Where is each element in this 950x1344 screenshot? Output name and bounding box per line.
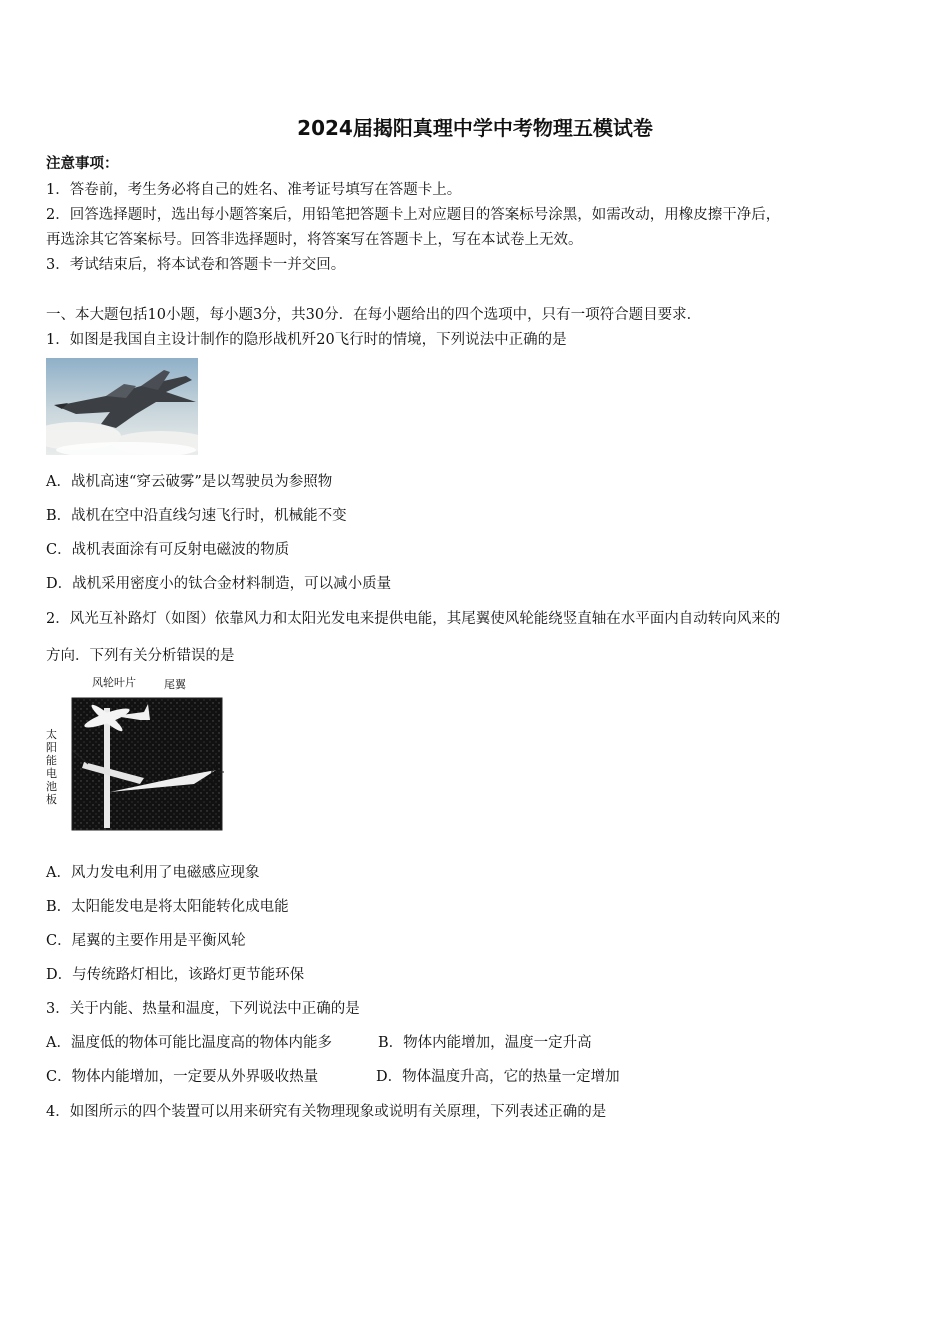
q2-option-c: C．尾翼的主要作用是平衡风轮 bbox=[46, 933, 246, 949]
q1-option-a: A．战机高速“穿云破雾”是以驾驶员为参照物 bbox=[46, 474, 333, 490]
q1-option-c: C．战机表面涂有可反射电磁波的物质 bbox=[46, 542, 290, 558]
q2-stem-cont: 方向．下列有关分析错误的是 bbox=[46, 648, 235, 664]
q1-stem: 1．如图是我国自主设计制作的隐形战机歼20飞行时的情境，下列说法中正确的是 bbox=[46, 332, 567, 348]
notice-heading: 注意事项： bbox=[46, 155, 119, 172]
q1-option-d: D．战机采用密度小的钛合金材料制造，可以减小质量 bbox=[46, 576, 392, 592]
q3-option-d: D．物体温度升高，它的热量一定增加 bbox=[376, 1069, 620, 1085]
q2-stem: 2．风光互补路灯（如图）依靠风力和太阳光发电来提供电能，其尾翼使风轮能绕竖直轴在水平面内自动转向风来的 bbox=[46, 611, 781, 627]
q4-stem: 4．如图所示的四个装置可以用来研究有关物理现象或说明有关原理，下列表述正确的是 bbox=[46, 1104, 607, 1120]
notice-item-3: 3．考试结束后，将本试卷和答题卡一并交回。 bbox=[46, 257, 346, 273]
q2-option-a: A．风力发电利用了电磁感应现象 bbox=[46, 865, 260, 881]
street-lamp-figure bbox=[44, 672, 224, 832]
q3-option-c: C．物体内能增加，一定要从外界吸收热量 bbox=[46, 1069, 319, 1085]
notice-item-1: 1．答卷前，考生务必将自己的姓名、准考证号填写在答题卡上。 bbox=[46, 182, 462, 198]
section-heading: 一、本大题包括10小题，每小题3分，共30分．在每小题给出的四个选项中，只有一项符合题目要求． bbox=[46, 307, 702, 323]
q2-option-d: D．与传统路灯相比，该路灯更节能环保 bbox=[46, 967, 305, 983]
label-tail: 尾翼 bbox=[164, 678, 186, 691]
fighter-jet-image bbox=[46, 358, 198, 455]
notice-item-2-cont: 再选涂其它答案标号。回答非选择题时，将答案写在答题卡上，写在本试卷上无效。 bbox=[46, 232, 583, 248]
q1-option-b: B．战机在空中沿直线匀速飞行时，机械能不变 bbox=[46, 508, 347, 524]
q2-option-b: B．太阳能发电是将太阳能转化成电能 bbox=[46, 899, 289, 915]
q3-stem: 3．关于内能、热量和温度，下列说法中正确的是 bbox=[46, 1001, 360, 1017]
q3-option-b: B．物体内能增加，温度一定升高 bbox=[378, 1035, 592, 1051]
notice-item-2: 2．回答选择题时，选出每小题答案后，用铅笔把答题卡上对应题目的答案标号涂黑，如需改动，用橡皮擦干净后， bbox=[46, 207, 781, 223]
q3-option-a: A．温度低的物体可能比温度高的物体内能多 bbox=[46, 1035, 332, 1051]
label-lamp: 路灯 bbox=[210, 764, 221, 790]
page-title: 2024届揭阳真理中学中考物理五模试卷 bbox=[297, 116, 653, 140]
label-blades: 风轮叶片 bbox=[92, 676, 136, 689]
label-solar-panel: 太阳能电池板 bbox=[46, 728, 57, 806]
